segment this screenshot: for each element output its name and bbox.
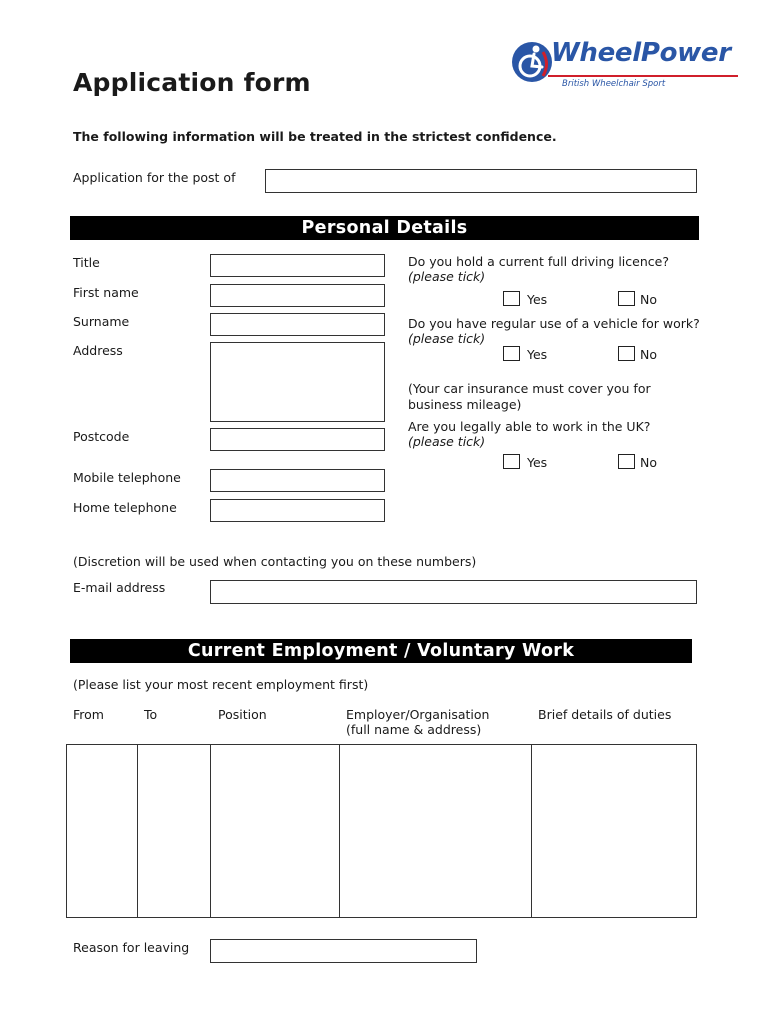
postcode-input[interactable] xyxy=(210,428,385,451)
address-textarea[interactable] xyxy=(210,342,385,422)
title-input[interactable] xyxy=(210,254,385,277)
driving-yes-checkbox[interactable] xyxy=(503,291,520,306)
surname-input[interactable] xyxy=(210,313,385,336)
employment-table xyxy=(66,744,697,918)
surname-label: Surname xyxy=(73,314,130,329)
title-label: Title xyxy=(73,255,100,270)
confidentiality-note: The following information will be treated in the strictest confidence. xyxy=(73,129,557,144)
logo-wordmark: WheelPower xyxy=(551,38,731,68)
uk-yes-checkbox[interactable] xyxy=(503,454,520,469)
driving-question: Do you hold a current full driving licence? xyxy=(408,254,669,269)
vehicle-hint: (please tick) xyxy=(408,331,486,346)
col-position-header: Position xyxy=(218,707,267,722)
home-phone-label: Home telephone xyxy=(73,500,177,515)
mobile-input[interactable] xyxy=(210,469,385,492)
driving-no-checkbox[interactable] xyxy=(618,291,635,306)
page-title: Application form xyxy=(73,68,311,97)
vehicle-no-label: No xyxy=(640,347,657,362)
personal-details-heading: Personal Details xyxy=(70,216,699,240)
position-cell[interactable] xyxy=(211,745,339,917)
mobile-label: Mobile telephone xyxy=(73,470,181,485)
first-name-input[interactable] xyxy=(210,284,385,307)
col-from-header: From xyxy=(73,707,104,722)
to-cell[interactable] xyxy=(138,745,210,917)
employment-note: (Please list your most recent employment first) xyxy=(73,677,369,692)
logo-tagline: British Wheelchair Sport xyxy=(562,79,666,89)
employment-heading: Current Employment / Voluntary Work xyxy=(70,639,692,663)
duties-cell[interactable] xyxy=(532,745,696,917)
discretion-note: (Discretion will be used when contacting you on these numbers) xyxy=(73,554,477,569)
driving-no-label: No xyxy=(640,292,657,307)
vehicle-no-checkbox[interactable] xyxy=(618,346,635,361)
address-label: Address xyxy=(73,343,123,358)
insurance-note-line2: business mileage) xyxy=(408,397,522,412)
home-phone-input[interactable] xyxy=(210,499,385,522)
reason-label: Reason for leaving xyxy=(73,940,190,955)
first-name-label: First name xyxy=(73,285,139,300)
postcode-label: Postcode xyxy=(73,429,130,444)
col-duties-header: Brief details of duties xyxy=(538,707,672,722)
employer-cell[interactable] xyxy=(340,745,531,917)
col-employer-header: Employer/Organisation xyxy=(346,707,490,722)
wheelchair-logo-icon xyxy=(510,40,554,84)
uk-no-checkbox[interactable] xyxy=(618,454,635,469)
from-cell[interactable] xyxy=(67,745,137,917)
post-label: Application for the post of xyxy=(73,170,236,185)
post-input[interactable] xyxy=(265,169,697,193)
uk-no-label: No xyxy=(640,455,657,470)
uk-hint: (please tick) xyxy=(408,434,486,449)
uk-question: Are you legally able to work in the UK? xyxy=(408,419,651,434)
col-employer-subheader: (full name & address) xyxy=(346,722,482,737)
email-label: E-mail address xyxy=(73,580,166,595)
driving-yes-label: Yes xyxy=(527,292,548,307)
email-input[interactable] xyxy=(210,580,697,604)
vehicle-yes-label: Yes xyxy=(527,347,548,362)
insurance-note-line1: (Your car insurance must cover you for xyxy=(408,381,651,396)
vehicle-question: Do you have regular use of a vehicle for work? xyxy=(408,316,700,331)
col-to-header: To xyxy=(144,707,158,722)
reason-input[interactable] xyxy=(210,939,477,963)
logo-underline xyxy=(548,75,738,77)
driving-hint: (please tick) xyxy=(408,269,486,284)
uk-yes-label: Yes xyxy=(527,455,548,470)
vehicle-yes-checkbox[interactable] xyxy=(503,346,520,361)
